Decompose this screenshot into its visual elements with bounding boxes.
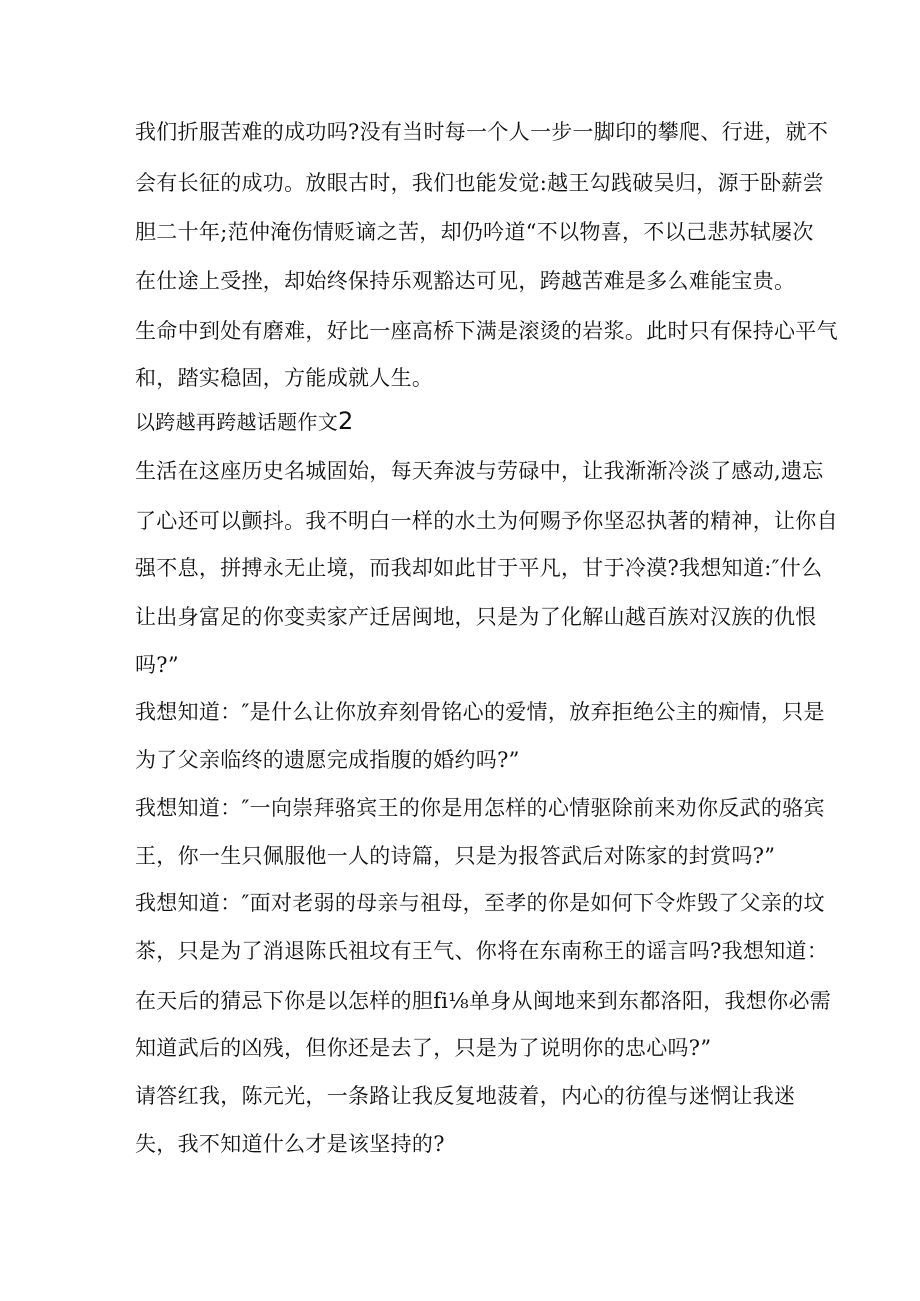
text-line: 知道武后的凶残，但你还是去了，只是为了说明你的忠心吗?” bbox=[135, 1036, 712, 1060]
section-heading bbox=[135, 406, 354, 437]
text-line: 让出身富足的你变卖家产迁居闽地，只是为了化解山越百族对汉族的仇恨 bbox=[135, 605, 817, 629]
text-line: 茶，只是为了消退陈氏祖坟有王气、你将在东南称王的谣言吗?我想知道： bbox=[135, 939, 829, 963]
text-line: 我想知道：″面对老弱的母亲与祖母，至孝的你是如何下令炸毁了父亲的坟 bbox=[135, 891, 825, 915]
heading-number: 2 bbox=[338, 407, 354, 435]
text-line: 王，你一生只佩服他一人的诗篇，只是为报答武后对陈家的封赏吗?” bbox=[135, 844, 776, 868]
text-line: 会有长征的成功。放眼古时，我们也能发觉:越王勾践破吴归，源于卧薪尝 bbox=[135, 171, 824, 195]
text-line: 我们折服苦难的成功吗?没有当时每一个人一步一脚印的攀爬、行进，就不 bbox=[135, 120, 829, 144]
text-line: 胆二十年;范仲淹伤情贬谪之苦，却仍吟道“不以物喜，不以己悲苏轼屡次 bbox=[135, 220, 814, 244]
text-line: 了心还可以颤抖。我不明白一样的水土为何赐予你坚忍执著的精神，让你自 bbox=[135, 509, 838, 533]
text-line: 和，踏实稳固，方能成就人生。 bbox=[135, 366, 434, 390]
text-line: 失，我不知道什么才是该坚持的? bbox=[135, 1132, 445, 1156]
text-line: 生命中到处有磨难，好比一座高桥下满是滚烫的岩浆。此时只有保持心平气 bbox=[135, 319, 838, 343]
text-line: 在仕途上受挫，却始终保持乐观豁达可见，跨越苦难是多么难能宝贵。 bbox=[135, 269, 796, 293]
text-line: 强不息，拼搏永无止境，而我却如此甘于平凡，甘于冷漠?我想知道:″什么 bbox=[135, 556, 823, 580]
text-line: 我想知道：″一向崇拜骆宾王的你是用怎样的心情驱除前来劝你反武的骆宾 bbox=[135, 796, 825, 820]
text-line: 吗?” bbox=[135, 653, 179, 677]
text-line: 为了父亲临终的遗愿完成指腹的婚约吗?” bbox=[135, 748, 520, 772]
text-line: 生活在这座历史名城固始，每天奔波与劳碌中，让我渐渐冷淡了感动,遗忘 bbox=[135, 459, 824, 483]
heading-text: 以跨越再跨越话题作文 bbox=[135, 410, 338, 434]
text-line: 请答红我，陈元光，一条路让我反复地菠着，内心的彷徨与迷惘让我迷 bbox=[135, 1084, 796, 1108]
text-line: 我想知道：″是什么让你放弃刻骨铭心的爱情，放弃拒绝公主的痴情，只是 bbox=[135, 700, 825, 724]
text-line: 在天后的猜忌下你是以怎样的胆fi⅛单身从闽地来到东都洛阳，我想你必需 bbox=[135, 989, 832, 1013]
